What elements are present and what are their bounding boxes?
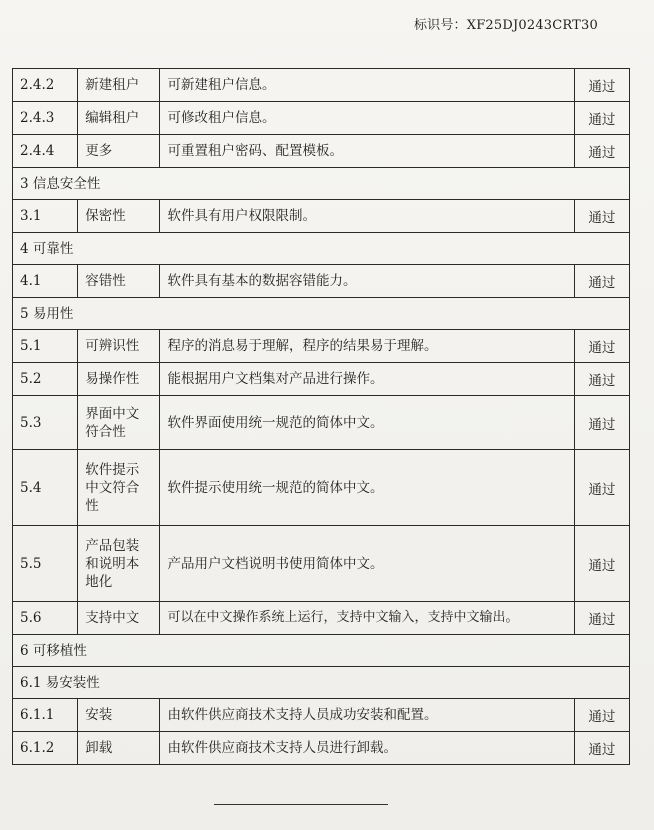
item-description: 由软件供应商技术支持人员成功安装和配置。: [160, 699, 574, 732]
item-name: 容错性: [78, 265, 160, 298]
table-row: [13, 102, 630, 135]
table-row: [13, 363, 630, 396]
item-result: [574, 396, 629, 450]
item-number: 3.1: [13, 200, 78, 233]
item-description: 软件具有基本的数据容错能力。: [160, 265, 574, 298]
subsection-heading: 6.1 易安装性: [13, 667, 630, 699]
section-heading: 3 信息安全性: [13, 168, 630, 200]
table-row: [13, 732, 630, 765]
item-result: [574, 69, 629, 102]
item-description: 由软件供应商技术支持人员进行卸载。: [160, 732, 574, 765]
item-result: [574, 102, 629, 135]
item-result: [574, 526, 629, 602]
result-text: 通过: [588, 145, 616, 161]
item-result: [574, 200, 629, 233]
item-description: 可以在中文操作系统上运行，支持中文输入，支持中文输出。: [160, 602, 574, 635]
item-name: 安装: [78, 699, 160, 732]
item-number: 6.1.2: [13, 732, 78, 765]
result-text: 通过: [588, 79, 616, 95]
item-description: 产品用户文档说明书使用简体中文。: [160, 526, 574, 602]
table-row: [13, 69, 630, 102]
item-number: 5.1: [13, 330, 78, 363]
table-row: [13, 602, 630, 635]
section-row: [13, 168, 630, 200]
item-name: 编辑租户: [78, 102, 160, 135]
document-id: 标识号：XF25DJ0243CRT30: [413, 18, 598, 33]
item-description: 可新建租户信息。: [160, 69, 574, 102]
item-number: 5.6: [13, 602, 78, 635]
result-text: 通过: [588, 373, 616, 389]
table-row: [13, 699, 630, 732]
result-text: 通过: [588, 275, 616, 291]
result-text: 通过: [588, 210, 616, 226]
item-result: [574, 602, 629, 635]
item-description: 可重置租户密码、配置模板。: [160, 135, 574, 168]
footer-divider: [214, 804, 388, 805]
item-result: [574, 699, 629, 732]
result-text: 通过: [588, 112, 616, 128]
item-name: 可辨识性: [78, 330, 160, 363]
item-result: [574, 450, 629, 526]
result-text: 通过: [588, 557, 616, 574]
item-result: [574, 363, 629, 396]
item-number: 5.2: [13, 363, 78, 396]
item-description: 软件具有用户权限限制。: [160, 200, 574, 233]
result-text: 通过: [588, 742, 616, 758]
item-description: 软件界面使用统一规范的简体中文。: [160, 396, 574, 450]
item-description: 可修改租户信息。: [160, 102, 574, 135]
section-row: [13, 298, 630, 330]
item-name: 更多: [78, 135, 160, 168]
table-row: [13, 526, 630, 602]
item-number: 5.3: [13, 396, 78, 450]
section-row: [13, 233, 630, 265]
section-row: [13, 667, 630, 699]
table-row: [13, 135, 630, 168]
table-row: [13, 330, 630, 363]
item-number: 2.4.3: [13, 102, 78, 135]
item-number: 5.5: [13, 526, 78, 602]
item-description: 能根据用户文档集对产品进行操作。: [160, 363, 574, 396]
item-number: 5.4: [13, 450, 78, 526]
item-result: [574, 135, 629, 168]
test-result-table: [12, 68, 630, 765]
item-name: 保密性: [78, 200, 160, 233]
item-name: 产品包装和说明本地化: [78, 526, 160, 602]
table-row: [13, 265, 630, 298]
item-description: 软件提示使用统一规范的简体中文。: [160, 450, 574, 526]
section-row: [13, 635, 630, 667]
section-heading: 5 易用性: [13, 298, 630, 330]
item-number: 4.1: [13, 265, 78, 298]
item-name: 软件提示中文符合性: [78, 450, 160, 526]
item-name: 易操作性: [78, 363, 160, 396]
item-name: 新建租户: [78, 69, 160, 102]
item-number: 2.4.4: [13, 135, 78, 168]
result-text: 通过: [588, 340, 616, 356]
section-heading: 6 可移植性: [13, 635, 630, 667]
item-name: 界面中文符合性: [78, 396, 160, 450]
result-text: 通过: [588, 416, 616, 433]
table-row: [13, 200, 630, 233]
item-result: [574, 330, 629, 363]
result-text: 通过: [588, 481, 616, 498]
item-name: 卸载: [78, 732, 160, 765]
result-text: 通过: [588, 612, 616, 628]
item-name: 支持中文: [78, 602, 160, 635]
item-number: 2.4.2: [13, 69, 78, 102]
item-number: 6.1.1: [13, 699, 78, 732]
item-result: [574, 265, 629, 298]
item-description: 程序的消息易于理解，程序的结果易于理解。: [160, 330, 574, 363]
table-row: [13, 450, 630, 526]
table-row: [13, 396, 630, 450]
result-text: 通过: [588, 709, 616, 725]
item-result: [574, 732, 629, 765]
section-heading: 4 可靠性: [13, 233, 630, 265]
